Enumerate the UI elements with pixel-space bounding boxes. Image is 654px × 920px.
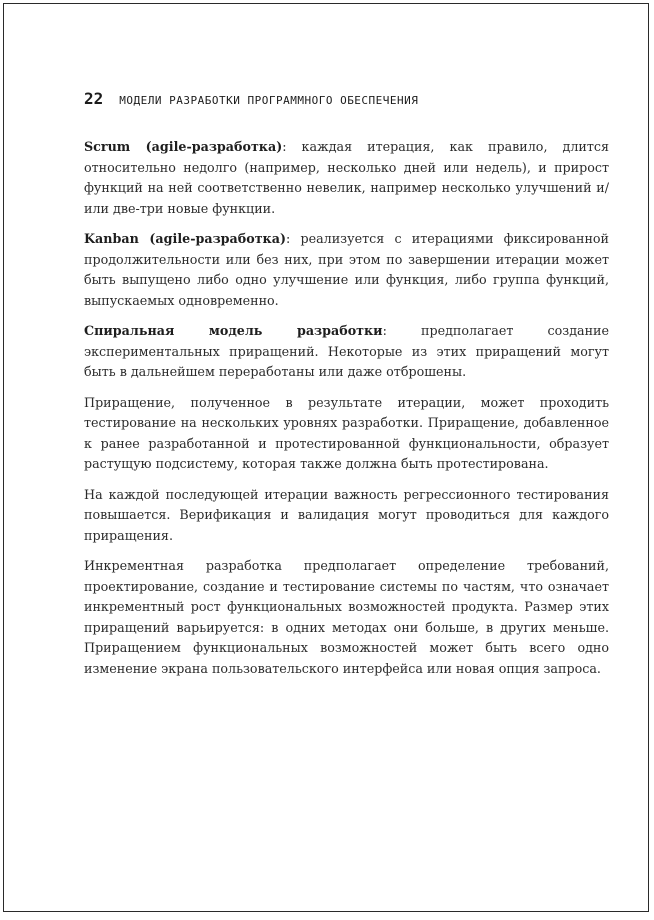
paragraph-increment-testing: Приращение, полученное в результате итерации, может проходить тестирование на нескольких уровнях разработки. Приращение, добавленное к ранее разработанной и протестированной функциональности, образует растущую подсистему, которая также должна быть протестирована.: [84, 394, 609, 471]
term-spiral: Спиральная модель разработки: [84, 323, 383, 338]
term-kanban: Kanban (agile-разработка): [84, 231, 286, 246]
running-head: [84, 89, 418, 108]
paragraph-spiral: [84, 321, 609, 383]
paragraph-kanban: [84, 229, 609, 311]
paragraph-regression: На каждой последующей итерации важность регрессионного тестирования повышается. Верификация и валидация могут проводиться для каждого приращения.: [84, 486, 609, 543]
term-scrum: Scrum (agile-разработка): [84, 139, 283, 154]
running-title: МОДЕЛИ РАЗРАБОТКИ ПРОГРАММНОГО ОБЕСПЕЧЕНИЯ: [119, 94, 419, 107]
page-number: 22: [84, 89, 104, 108]
definition-spiral: : предполагает создание экспериментальных приращений. Некоторые из этих приращений могут быть в дальнейшем переработаны или даже отброшены.: [84, 323, 609, 379]
paragraph-incremental-development: Инкрементная разработка предполагает определение требований, проектирование, создание и тестирование системы по частям, что означает инкрементный рост функциональных возможностей продукта. Размер этих приращений варьируется: в одних методах они больше, в других меньше. Приращением функциональных возможностей может быть всего одно изменение экрана пользовательского интерфейса или новая опция запроса.: [84, 558, 609, 676]
body-text: [84, 137, 609, 689]
definition-scrum: : каждая итерация, как правило, длится относительно недолго (например, несколько дней или недель), и прирост функций на ней соответственно невелик, например несколько улучшений и/или две-три новые функции.: [84, 139, 609, 216]
paragraph-scrum: [84, 137, 609, 219]
definition-kanban: : реализуется с итерациями фиксированной продолжительности или без них, при этом по завершении итерации может быть выпущено либо одно улучшение или функция, либо группа функций, выпускаемых одновременно.: [84, 231, 610, 308]
book-page: [3, 3, 649, 912]
